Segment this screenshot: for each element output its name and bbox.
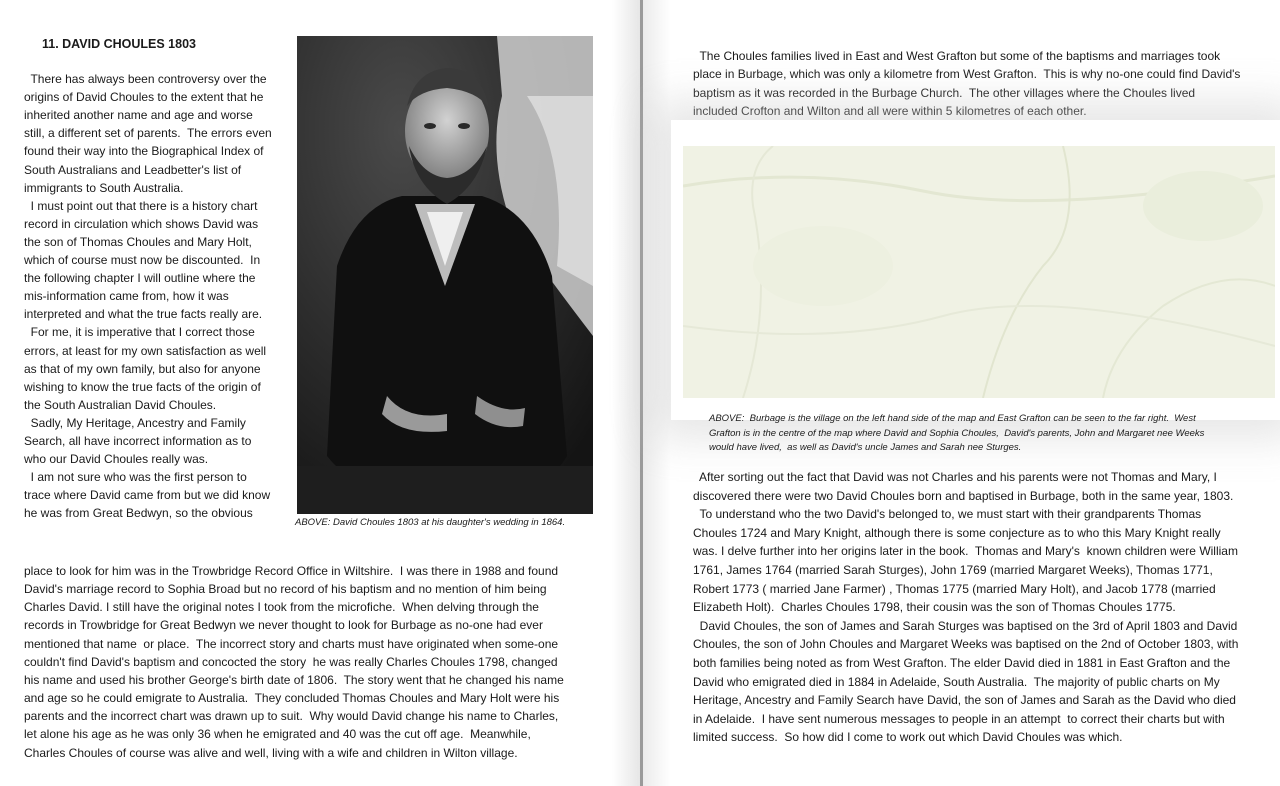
caption-line: ABOVE: Burbage is the village on the left hand side of the map and East Grafton can be seen to the far right. West [709,413,1196,424]
text-line: still, a different set of parents. The errors even [24,126,272,141]
text-line: as that of my own family, but also for anyone [24,361,261,376]
text-line: was. I delve further into her origins later in the book. Thomas and Mary's known children were William [693,544,1238,559]
text-line: found their way into the Biographical Index of [24,144,264,159]
text-line: I must point out that there is a history chart [24,198,258,213]
text-line: Charles Choules of course was alive and well, living with a wife and children in Wilton village. [24,745,518,760]
text-line: in Adelaide. I have sent numerous messages to people in an attempt to correct their charts but with [693,711,1225,726]
text-line: There has always been controversy over the [24,72,267,86]
text-line: David who emigrated died in 1884 in Adelaide, South Australia. The majority of public charts on My [693,674,1220,689]
text-line: immigrants to South Australia. [24,180,184,195]
text-line: records in Trowbridge for Great Bedwyn we never thought to look for Burbage as no-one had ever [24,618,543,633]
text-line: trace where David came from but we did know [24,488,271,503]
text-line: Elizabeth Holt). Charles Choules 1798, their cousin was the son of Thomas Choules 1775. [693,600,1176,615]
text-line: Choules 1724 and Mary Knight, although there is some conjecture as to who this Mary Knight really [693,525,1221,540]
text-line: interpreted and what the true facts really are. [24,307,263,322]
text-line: record in circulation which shows David was [24,216,259,231]
gutter-shadow [612,0,640,786]
text-line: mentioned that name or place. The incorrect story and charts must have originated when some-one [24,636,559,651]
text-line: David Choules, the son of James and Sarah Sturges was baptised on the 3rd of April 1803 and David [693,618,1238,633]
text-line: After sorting out the fact that David was not Charles and his parents were not Thomas and Mary, I [693,470,1217,484]
text-line: wishing to know the true facts of the origin of [24,379,261,394]
text-line: baptism as it was recorded in the Burbage Church. The other villages where the Choules lived [693,85,1196,100]
text-line: inherited another name and age and worse [24,108,253,123]
text-line: Charles David. I still have the original notes I took from the microfiche. When delving through the [24,600,539,615]
text-line: mis-information came from, how it was [24,289,229,304]
text-line: both families being noted as from West Grafton. The elder David died in 1881 in East Grafton and the [693,656,1231,670]
text-line: I am not sure who was the first person to [24,470,247,485]
text-line: place in Burbage, which was only a kilometre from West Grafton. This is why no-one could find David's [693,67,1241,82]
text-line: parents and the incorrect chart was drawn up to suit. Why would David change his name to Charles, [24,709,559,724]
text-line: Robert 1773 ( married Jane Farmer) , Thomas 1775 (married Mary Holt), and Jacob 1778 (married [693,581,1216,596]
text-line: To understand who the two David's belonged to, we must start with their grandparents Thomas [693,507,1202,522]
caption-line: Grafton is in the centre of the map where David and Sophia Choules, David's parents, John and Margaret nee Weeks [709,427,1205,439]
text-line: who our David Choules really was. [24,452,209,467]
photo-caption: ABOVE: David Choules 1803 at his daughter's wedding in 1864. [295,517,566,528]
text-line: discovered there were two David Choules born and baptised in Burbage, both in the same year, 1803. [693,488,1234,503]
text-line: included Crofton and Wilton and all were within 5 kilometres of each other. [693,103,1087,118]
text-line: 1761, James 1764 (married Sarah Sturges), John 1769 (married Margaret Weeks), Thomas 1771, [693,563,1213,577]
text-line: couldn't find David's baptism and concocted the story he was really Charles Choules 1798, changed [24,654,558,669]
text-line: South Australians and Leadbetter's list of [24,162,242,177]
text-line: The Choules families lived in East and West Grafton but some of the baptisms and marriages took [693,49,1221,63]
right-page [643,0,1280,786]
text-line: errors, at least for my own satisfaction as well [24,343,267,358]
text-line: Sadly, My Heritage, Ancestry and Family [24,415,246,430]
text-line: origins of David Choules to the extent that he [24,90,264,105]
text-line: he was from Great Bedwyn, so the obvious [24,506,253,521]
village-map [683,146,1275,398]
text-line: the son of Thomas Choules and Mary Holt, [24,234,252,249]
portrait-photo [297,36,593,514]
text-line: Choules, the son of John Choules and Margaret Weeks was baptised on the 2nd of October 1803, with [693,637,1239,652]
text-line: the following chapter I will outline where the [24,271,256,286]
text-line: place to look for him was in the Trowbridge Record Office in Wiltshire. I was there in 1988 and found [24,564,559,578]
chapter-heading: 11. DAVID CHOULES 1803 [42,37,196,51]
text-line: and age so he could emigrate to Australia. They concluded Thomas Choules and Mary Holt were his [24,691,560,706]
text-line: For me, it is imperative that I correct those [24,325,255,340]
text-line: Search, all have incorrect information as to [24,434,252,448]
text-line: which of course must now be discounted. In [24,253,261,267]
text-line: David's marriage record to Sophia Broad but no record of his baptism and no mention of him being [24,582,547,597]
text-line: the South Australian David Choules. [24,397,217,412]
gutter-shadow-right [643,0,671,786]
text-line: his name and used his brother George's birth date of 1806. The story went that he changed his name [24,672,564,687]
text-line: Heritage, Ancestry and Family Search have David, the son of James and Sarah as the David who died [693,693,1236,708]
caption-line: would have lived, as well as David's uncle James and Sarah nee Sturges. [709,442,1022,453]
text-line: limited success. So how did I come to work out which David Choules was which. [693,730,1123,745]
text-line: let alone his age as he was only 36 when he emigrated and 40 was the cut off age. Meanwhile, [24,727,531,742]
